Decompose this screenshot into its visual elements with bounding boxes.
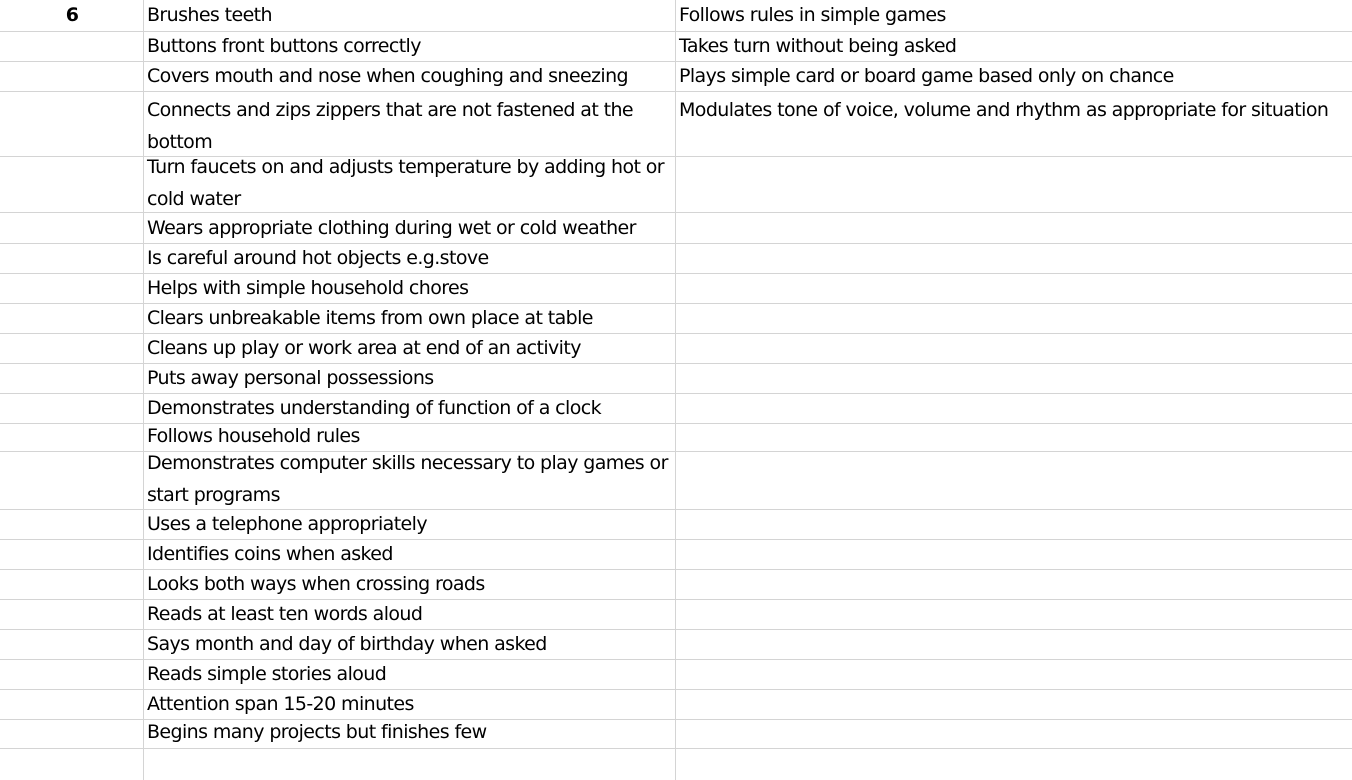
- cell-age[interactable]: [0, 510, 144, 539]
- table-row: [0, 157, 1352, 213]
- cell-age[interactable]: [0, 0, 144, 31]
- table-row: [0, 0, 1352, 32]
- cell-text: Follows rules in simple games: [679, 4, 946, 26]
- cell-social[interactable]: [676, 213, 1352, 243]
- table-row: [0, 244, 1352, 274]
- table-row: [0, 394, 1352, 424]
- cell-text: Takes turn without being asked: [679, 35, 957, 57]
- cell-social[interactable]: [676, 540, 1352, 569]
- cell-text: Follows household rules: [147, 425, 360, 447]
- cell-age[interactable]: [0, 213, 144, 243]
- cell-age[interactable]: [0, 749, 144, 780]
- cell-self-help[interactable]: [144, 510, 676, 539]
- cell-age[interactable]: [0, 394, 144, 423]
- table-row: [0, 213, 1352, 244]
- cell-text: Identifies coins when asked: [147, 543, 393, 565]
- cell-age[interactable]: [0, 304, 144, 333]
- cell-social[interactable]: [676, 364, 1352, 393]
- cell-self-help[interactable]: [144, 334, 676, 363]
- cell-self-help[interactable]: [144, 540, 676, 569]
- cell-social[interactable]: [676, 424, 1352, 451]
- cell-age[interactable]: [0, 452, 144, 509]
- cell-text: Modulates tone of voice, volume and rhythm as appropriate for situation: [679, 99, 1329, 121]
- table-row: [0, 452, 1352, 510]
- cell-text: Begins many projects but finishes few: [147, 721, 487, 743]
- cell-self-help[interactable]: [144, 62, 676, 91]
- table-row: [0, 570, 1352, 600]
- cell-text: Brushes teeth: [147, 4, 272, 26]
- cell-text: Demonstrates computer skills necessary to play games or start programs: [147, 452, 668, 506]
- cell-text: Reads simple stories aloud: [147, 663, 387, 685]
- cell-text: Puts away personal possessions: [147, 367, 434, 389]
- cell-text: Buttons front buttons correctly: [147, 35, 421, 57]
- cell-age[interactable]: [0, 364, 144, 393]
- table-row: [0, 630, 1352, 660]
- cell-social[interactable]: [676, 749, 1352, 780]
- table-row: [0, 540, 1352, 570]
- cell-social[interactable]: [676, 244, 1352, 273]
- cell-text: Covers mouth and nose when coughing and sneezing: [147, 65, 629, 87]
- cell-self-help[interactable]: [144, 92, 676, 156]
- cell-text: Helps with simple household chores: [147, 277, 469, 299]
- cell-social[interactable]: [676, 32, 1352, 61]
- cell-self-help[interactable]: [144, 244, 676, 273]
- cell-social[interactable]: [676, 600, 1352, 629]
- cell-text: Turn faucets on and adjusts temperature by adding hot or cold water: [147, 156, 665, 210]
- cell-text: Looks both ways when crossing roads: [147, 573, 485, 595]
- cell-self-help[interactable]: [144, 452, 676, 509]
- cell-text: Cleans up play or work area at end of an activity: [147, 337, 581, 359]
- table-row: [0, 749, 1352, 780]
- cell-self-help[interactable]: [144, 213, 676, 243]
- cell-age[interactable]: [0, 157, 144, 212]
- cell-self-help[interactable]: [144, 690, 676, 719]
- table-row: [0, 364, 1352, 394]
- cell-self-help[interactable]: [144, 32, 676, 61]
- cell-age[interactable]: [0, 274, 144, 303]
- cell-self-help[interactable]: [144, 570, 676, 599]
- cell-social[interactable]: [676, 62, 1352, 91]
- cell-age[interactable]: [0, 62, 144, 91]
- cell-text: Is careful around hot objects e.g.stove: [147, 247, 489, 269]
- table-row: [0, 62, 1352, 92]
- cell-self-help[interactable]: [144, 600, 676, 629]
- cell-social[interactable]: [676, 304, 1352, 333]
- cell-text: Demonstrates understanding of function of a clock: [147, 397, 601, 419]
- table-row: [0, 720, 1352, 749]
- cell-age[interactable]: [0, 540, 144, 569]
- cell-self-help[interactable]: [144, 0, 676, 31]
- cell-social[interactable]: [676, 570, 1352, 599]
- cell-age[interactable]: [0, 690, 144, 719]
- cell-social[interactable]: [676, 630, 1352, 659]
- cell-social[interactable]: [676, 157, 1352, 212]
- table-row: [0, 510, 1352, 540]
- cell-age[interactable]: [0, 32, 144, 61]
- cell-self-help[interactable]: [144, 749, 676, 780]
- cell-age[interactable]: [0, 244, 144, 273]
- cell-self-help[interactable]: [144, 304, 676, 333]
- cell-self-help[interactable]: [144, 720, 676, 748]
- age-label: 6: [65, 4, 79, 26]
- cell-age[interactable]: [0, 660, 144, 689]
- table-row: [0, 600, 1352, 630]
- cell-age[interactable]: [0, 570, 144, 599]
- cell-age[interactable]: [0, 720, 144, 748]
- cell-text: Wears appropriate clothing during wet or cold weather: [147, 217, 636, 239]
- cell-self-help[interactable]: [144, 274, 676, 303]
- cell-text: Says month and day of birthday when asked: [147, 633, 547, 655]
- table-row: [0, 274, 1352, 304]
- cell-social[interactable]: [676, 92, 1352, 156]
- cell-text: Clears unbreakable items from own place at table: [147, 307, 593, 329]
- cell-text: Uses a telephone appropriately: [147, 513, 427, 535]
- cell-self-help[interactable]: [144, 394, 676, 423]
- table-row: [0, 690, 1352, 720]
- cell-text: Connects and zips zippers that are not fastened at the bottom: [147, 99, 634, 153]
- cell-age[interactable]: [0, 630, 144, 659]
- cell-text: Plays simple card or board game based only on chance: [679, 65, 1174, 87]
- cell-social[interactable]: [676, 660, 1352, 689]
- cell-social[interactable]: [676, 720, 1352, 748]
- cell-self-help[interactable]: [144, 660, 676, 689]
- cell-self-help[interactable]: [144, 364, 676, 393]
- cell-social[interactable]: [676, 452, 1352, 509]
- cell-age[interactable]: [0, 334, 144, 363]
- table-row: [0, 92, 1352, 157]
- table-row: [0, 304, 1352, 334]
- cell-age[interactable]: [0, 600, 144, 629]
- cell-social[interactable]: [676, 334, 1352, 363]
- cell-self-help[interactable]: [144, 630, 676, 659]
- table-row: [0, 32, 1352, 62]
- cell-text: Reads at least ten words aloud: [147, 603, 423, 625]
- table-row: [0, 660, 1352, 690]
- cell-social[interactable]: [676, 274, 1352, 303]
- cell-text: Attention span 15-20 minutes: [147, 693, 414, 715]
- cell-social[interactable]: [676, 510, 1352, 539]
- cell-self-help[interactable]: [144, 157, 676, 212]
- cell-social[interactable]: [676, 0, 1352, 31]
- table-row: [0, 334, 1352, 364]
- cell-age[interactable]: [0, 92, 144, 156]
- cell-social[interactable]: [676, 690, 1352, 719]
- cell-age[interactable]: [0, 424, 144, 451]
- cell-social[interactable]: [676, 394, 1352, 423]
